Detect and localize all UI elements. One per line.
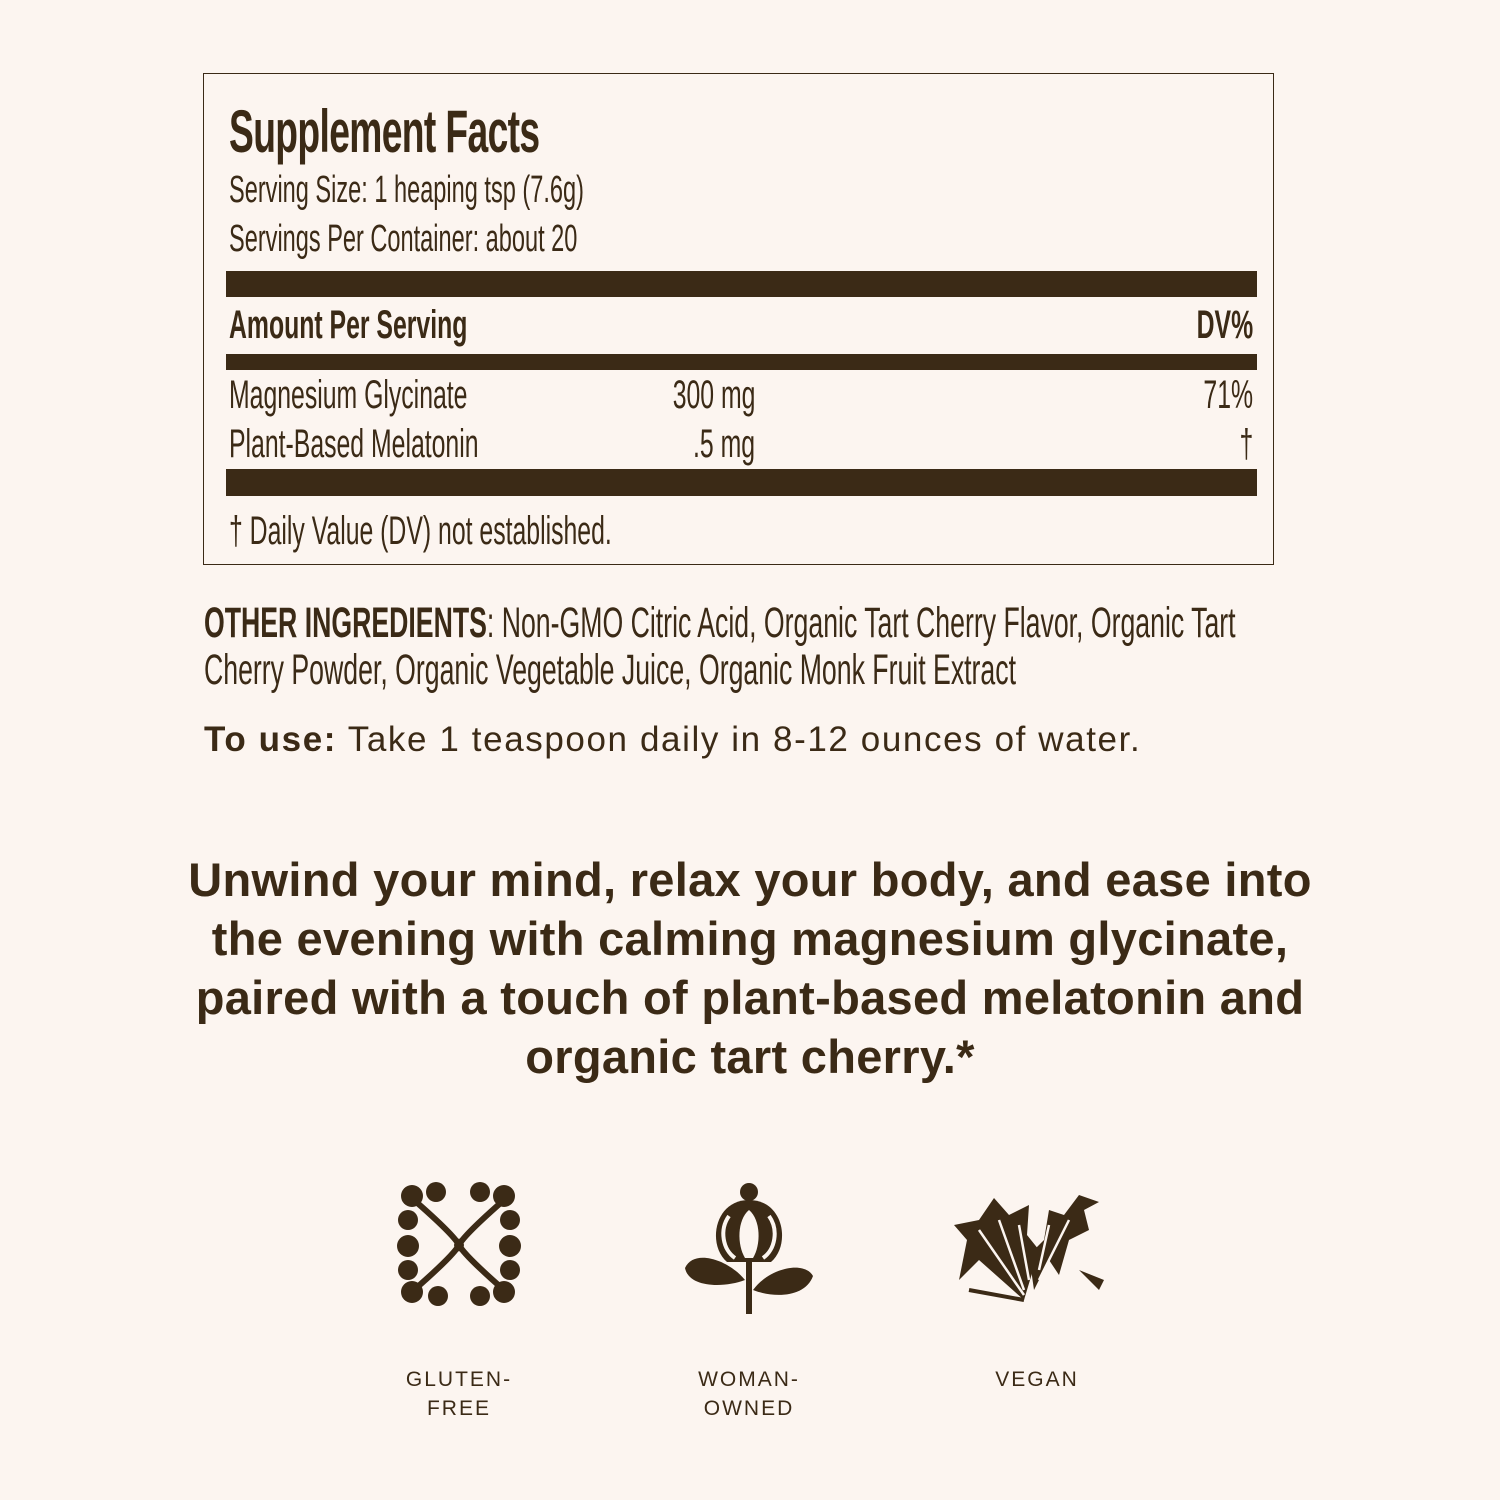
other-ingredients-label: OTHER INGREDIENTS <box>204 599 487 647</box>
usage-instructions <box>204 722 1141 757</box>
amount-per-serving-header: Amount Per Serving <box>229 303 468 347</box>
usage-label: To use: <box>204 720 338 759</box>
usage-text: Take 1 teaspoon daily in 8-12 ounces of water. <box>337 720 1142 759</box>
woman-owned-badge <box>649 1180 849 1320</box>
badge-label: VEGAN <box>995 1368 1079 1391</box>
nutrient-dv: † <box>1239 422 1253 466</box>
other-ingredients <box>204 600 1258 694</box>
thick-divider-bottom <box>226 469 1257 496</box>
vegan-badge <box>929 1180 1129 1310</box>
dv-footnote: † Daily Value (DV) not established. <box>229 509 612 553</box>
product-tagline: Unwind your mind, relax your body, and ease into the evening with calming magnesium glycinate, paired with a touch of plant-based melatonin and organic tart cherry.* <box>188 853 1312 1083</box>
gluten-free-icon <box>394 1180 524 1310</box>
dv-header: DV% <box>1196 303 1253 347</box>
gluten-free-badge <box>359 1180 559 1310</box>
vegan-icon <box>949 1180 1109 1310</box>
nutrient-amount: 300 mg <box>672 373 755 417</box>
serving-size: Serving Size: 1 heaping tsp (7.6g) <box>229 169 584 211</box>
badge-label: WOMAN- OWNED <box>698 1368 800 1420</box>
other-ingredients-text: : Non-GMO Citric Acid, Organic Tart Cherry Flavor, Organic Tart Cherry Powder, Organic Vegetable Juice, Organic Monk Fruit Extract <box>204 599 1236 694</box>
thick-divider <box>226 271 1257 297</box>
supplement-facts-panel <box>203 73 1274 565</box>
nutrient-dv: 71% <box>1203 373 1253 417</box>
nutrient-amount: .5 mg <box>692 422 755 466</box>
nutrient-name: Magnesium Glycinate <box>229 373 468 417</box>
badge-label: GLUTEN- FREE <box>405 1368 513 1420</box>
servings-per-container: Servings Per Container: about 20 <box>229 218 578 260</box>
medium-divider <box>226 354 1257 370</box>
supplement-facts-title: Supplement Facts <box>229 98 540 165</box>
nutrient-name: Plant-Based Melatonin <box>229 422 479 466</box>
woman-owned-icon <box>679 1180 819 1320</box>
